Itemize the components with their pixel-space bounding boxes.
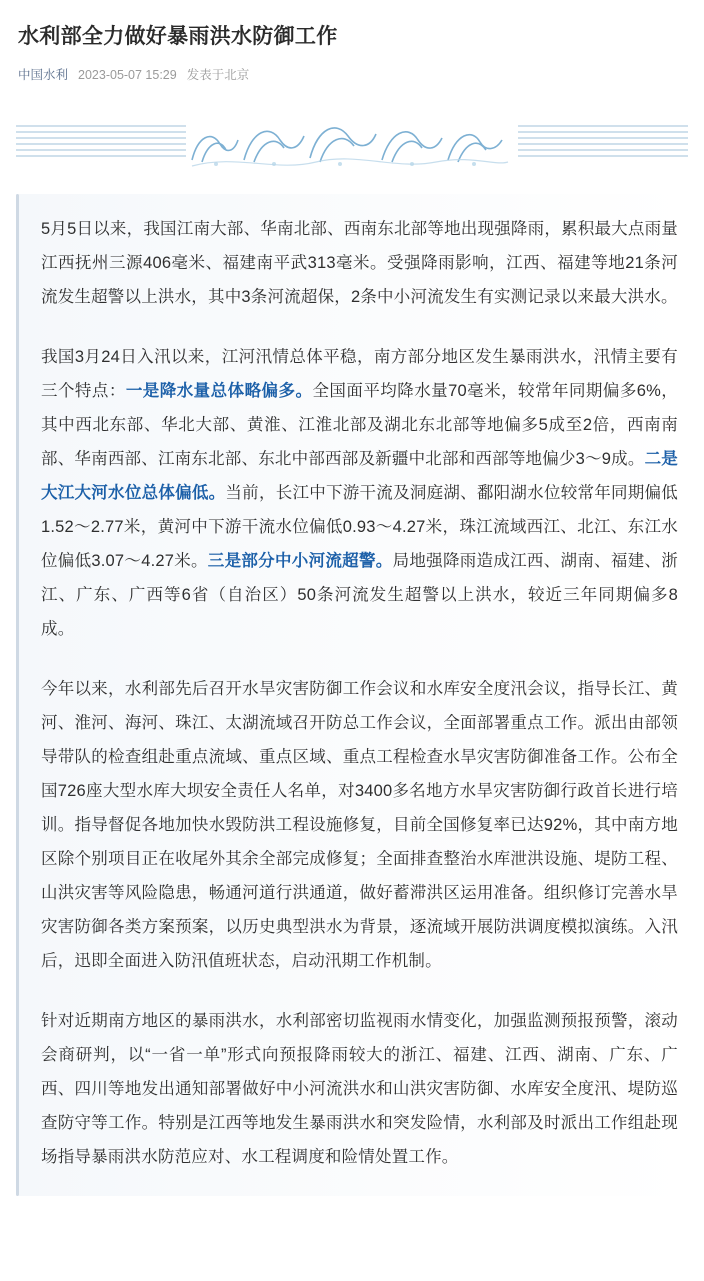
paragraph [41, 1004, 678, 1174]
paragraph [41, 672, 678, 978]
paragraph-text: 我国3月24日入汛以来，江河汛情总体平稳，南方部分地区发生暴雨洪水，汛情主要有三个特点： [41, 348, 678, 400]
paragraph [41, 212, 678, 314]
meta-location: 发表于北京 [186, 68, 250, 82]
paragraph-highlight: 二是大江大河水位总体偏低。 [41, 450, 678, 502]
paragraph-text: 当前，长江中下游干流及洞庭湖、鄱阳湖水位较常年同期偏低1.52～2.77米，黄河中下游干流水位偏低0.93～4.27米，珠江流域西江、北江、东江水位偏低3.07～4.27米。 [41, 484, 679, 570]
paragraph-text: 今年以来，水利部先后召开水旱灾害防御工作会议和水库安全度汛会议，指导长江、黄河、淮河、海河、珠江、太湖流域召开防总工作会议，全面部署重点工作。派出由部领导带队的检查组赴重点流域、重点区域、重点工程检查水旱灾害防御准备工作。公布全国726座大型水库大坝安全责任人名单，对3400多名地方水旱灾害防御行政首长进行培训。指导督促各地加快水毁防洪工程设施修复，目前全国修复率已达92%，其中南方地区除个别项目正在收尾外其余全部完成修复；全面排查整治水库泄洪设施、堤防工程、山洪灾害等风险隐患，畅通河道行洪通道，做好蓄滞洪区运用准备。组织修订完善水旱灾害防御各类方案预案，以历史典型洪水为背景，逐流域开展防洪调度模拟演练。入汛后，迅即全面进入防汛值班状态，启动汛期工作机制。 [41, 680, 678, 970]
paragraph [41, 340, 678, 646]
article-paragraphs [19, 194, 688, 1196]
meta-datetime: 2023-05-07 15:29 [78, 68, 177, 82]
paragraph-text: 局地强降雨造成江西、湖南、福建、浙江、广东、广西等6省（自治区）50条河流发生超警以上洪水，较近三年同期偏多8成。 [41, 552, 678, 638]
paragraph-text: 针对近期南方地区的暴雨洪水，水利部密切监视雨水情变化，加强监测预报预警，滚动会商研判，以“一省一单”形式向预报降雨较大的浙江、福建、江西、湖南、广东、广西、四川等地发出通知部署做好中小河流洪水和山洪灾害防御、水库安全度汛、堤防巡查防守等工作。特别是江西等地发生暴雨洪水和突发险情，水利部及时派出工作组赴现场指导暴雨洪水防范应对、水工程调度和险情处置工作。 [41, 1012, 678, 1166]
article-meta [16, 52, 688, 84]
paragraph-highlight: 三是部分中小河流超警。 [207, 552, 393, 570]
page-title: 水利部全力做好暴雨洪水防御工作 [18, 25, 338, 48]
paragraph-highlight: 一是降水量总体略偏多。 [125, 382, 313, 400]
wave-ornament-icon [16, 106, 688, 176]
meta-source-link[interactable]: 中国水利 [18, 68, 69, 82]
paragraph-text: 5月5日以来，我国江南大部、华南北部、西南东北部等地出现强降雨，累积最大点雨量江西抚州三源406毫米、福建南平武313毫米。受强降雨影响，江西、福建等地21条河流发生超警以上洪水，其中3条河流超保，2条中小河流发生有实测记录以来最大洪水。 [41, 220, 678, 306]
article-body [16, 194, 688, 1196]
bottom-spacer [16, 1196, 688, 1216]
paragraph-text: 全国面平均降水量70毫米，较常年同期偏多6%，其中西北东部、华北大部、黄淮、江淮北部及湖北东北部等地偏多5成至2倍，西南南部、华南西部、江南东北部、东北中部西部及新疆中北部和西部等地偏少3～9成。 [41, 382, 679, 468]
